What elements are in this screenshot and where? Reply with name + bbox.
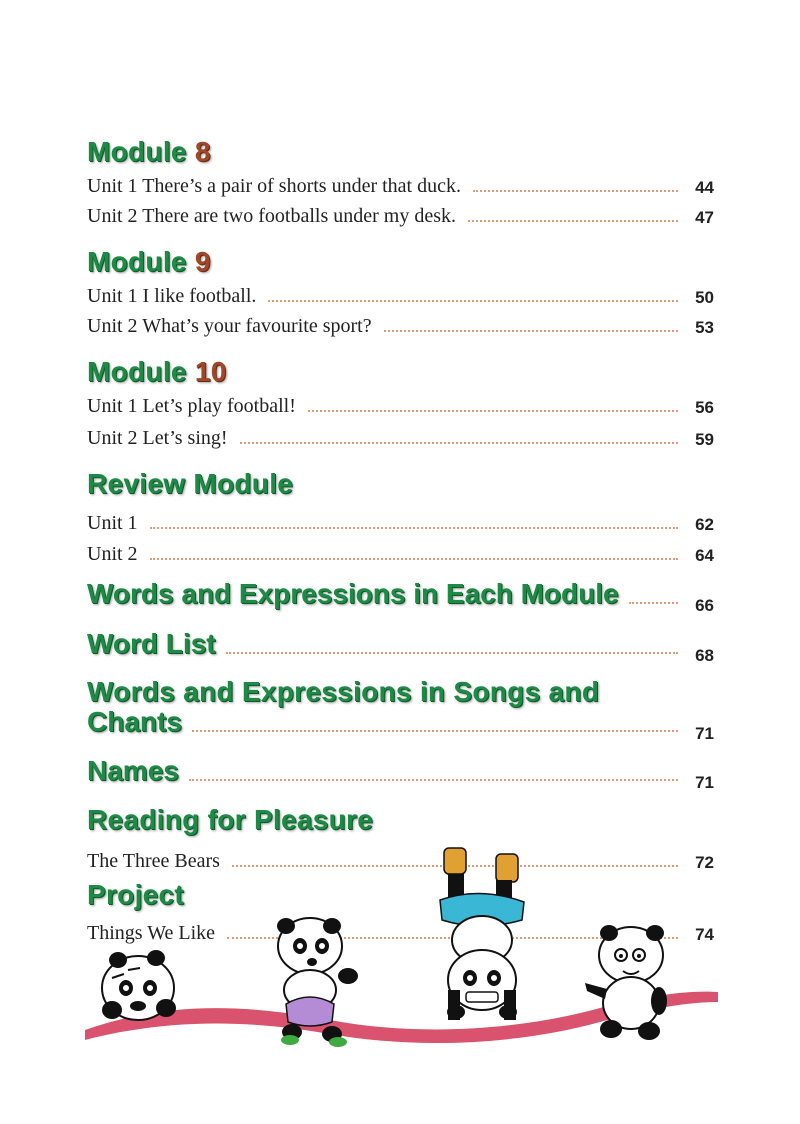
toc-entry-names[interactable] <box>87 755 714 792</box>
dotted-leader <box>468 220 678 222</box>
page-number: 53 <box>695 318 714 337</box>
toc-entry[interactable] <box>87 390 714 416</box>
dotted-leader <box>226 652 678 654</box>
page-number: 72 <box>695 853 714 872</box>
entry-title: Chants <box>87 706 182 737</box>
dotted-leader <box>150 558 678 560</box>
dotted-leader <box>240 442 678 444</box>
module-number: 10 <box>194 356 227 387</box>
entry-title: Unit 2 There are two footballs under my desk. <box>87 205 456 227</box>
entry-title: Unit 1 <box>87 512 138 534</box>
entry-title: Word List <box>87 628 216 659</box>
entry-title: Names <box>87 755 179 786</box>
songs-chants-title-line1: Words and Expressions in Songs and <box>87 676 600 707</box>
page-number: 71 <box>695 773 714 792</box>
toc-entry[interactable] <box>87 422 714 448</box>
entry-title: Unit 1 I like football. <box>87 285 257 307</box>
module-8-heading: Module 8 <box>87 136 211 167</box>
page-number: 59 <box>695 430 714 449</box>
toc-entry[interactable] <box>87 200 714 226</box>
module-number: 8 <box>194 136 211 167</box>
reading-heading: Reading for Pleasure <box>87 804 374 835</box>
dotted-leader <box>268 300 678 302</box>
entry-title: Things We Like <box>87 922 215 944</box>
dotted-leader <box>150 527 678 529</box>
panda-pointing-icon <box>585 925 667 1040</box>
dotted-leader <box>473 190 678 192</box>
entry-title: Words and Expressions in Each Module <box>87 578 619 609</box>
entry-title: Unit 1 There’s a pair of shorts under that duck. <box>87 175 461 197</box>
entry-title: Unit 1 Let’s play football! <box>87 395 296 417</box>
entry-title: The Three Bears <box>87 850 220 872</box>
page-number: 62 <box>695 515 714 534</box>
page-number: 68 <box>695 646 714 665</box>
toc-entry[interactable] <box>87 538 714 564</box>
dotted-leader <box>192 730 678 732</box>
entry-title: Unit 2 Let’s sing! <box>87 427 228 449</box>
page-number: 44 <box>695 178 714 197</box>
dotted-leader <box>629 602 678 604</box>
page-number: 66 <box>695 596 714 615</box>
toc-entry[interactable] <box>87 280 714 306</box>
page-number: 74 <box>695 925 714 944</box>
toc-entry-word-list[interactable] <box>87 628 714 665</box>
module-9-heading: Module 9 <box>87 246 211 277</box>
toc-entry[interactable] <box>87 170 714 196</box>
toc-entry-words-expressions[interactable] <box>87 578 714 615</box>
page-number: 71 <box>695 724 714 743</box>
dotted-leader <box>308 410 678 412</box>
entry-title: Unit 2 What’s your favourite sport? <box>87 315 372 337</box>
toc-entry[interactable] <box>87 310 714 336</box>
toc-entry[interactable] <box>87 507 714 533</box>
pandas-illustration <box>0 830 800 1060</box>
page-number: 50 <box>695 288 714 307</box>
panda-worried-icon <box>102 950 176 1020</box>
toc-entry-songs-chants[interactable] <box>87 706 714 743</box>
panda-handstand-icon <box>440 848 524 1020</box>
page-number: 56 <box>695 398 714 417</box>
dotted-leader <box>384 330 678 332</box>
page-number: 47 <box>695 208 714 227</box>
module-number: 9 <box>194 246 211 277</box>
entry-title: Unit 2 <box>87 543 138 565</box>
project-heading: Project <box>87 879 185 910</box>
page-number: 64 <box>695 546 714 565</box>
dotted-leader <box>189 779 678 781</box>
module-10-heading: Module 10 <box>87 356 227 387</box>
review-module-heading: Review Module <box>87 468 294 499</box>
